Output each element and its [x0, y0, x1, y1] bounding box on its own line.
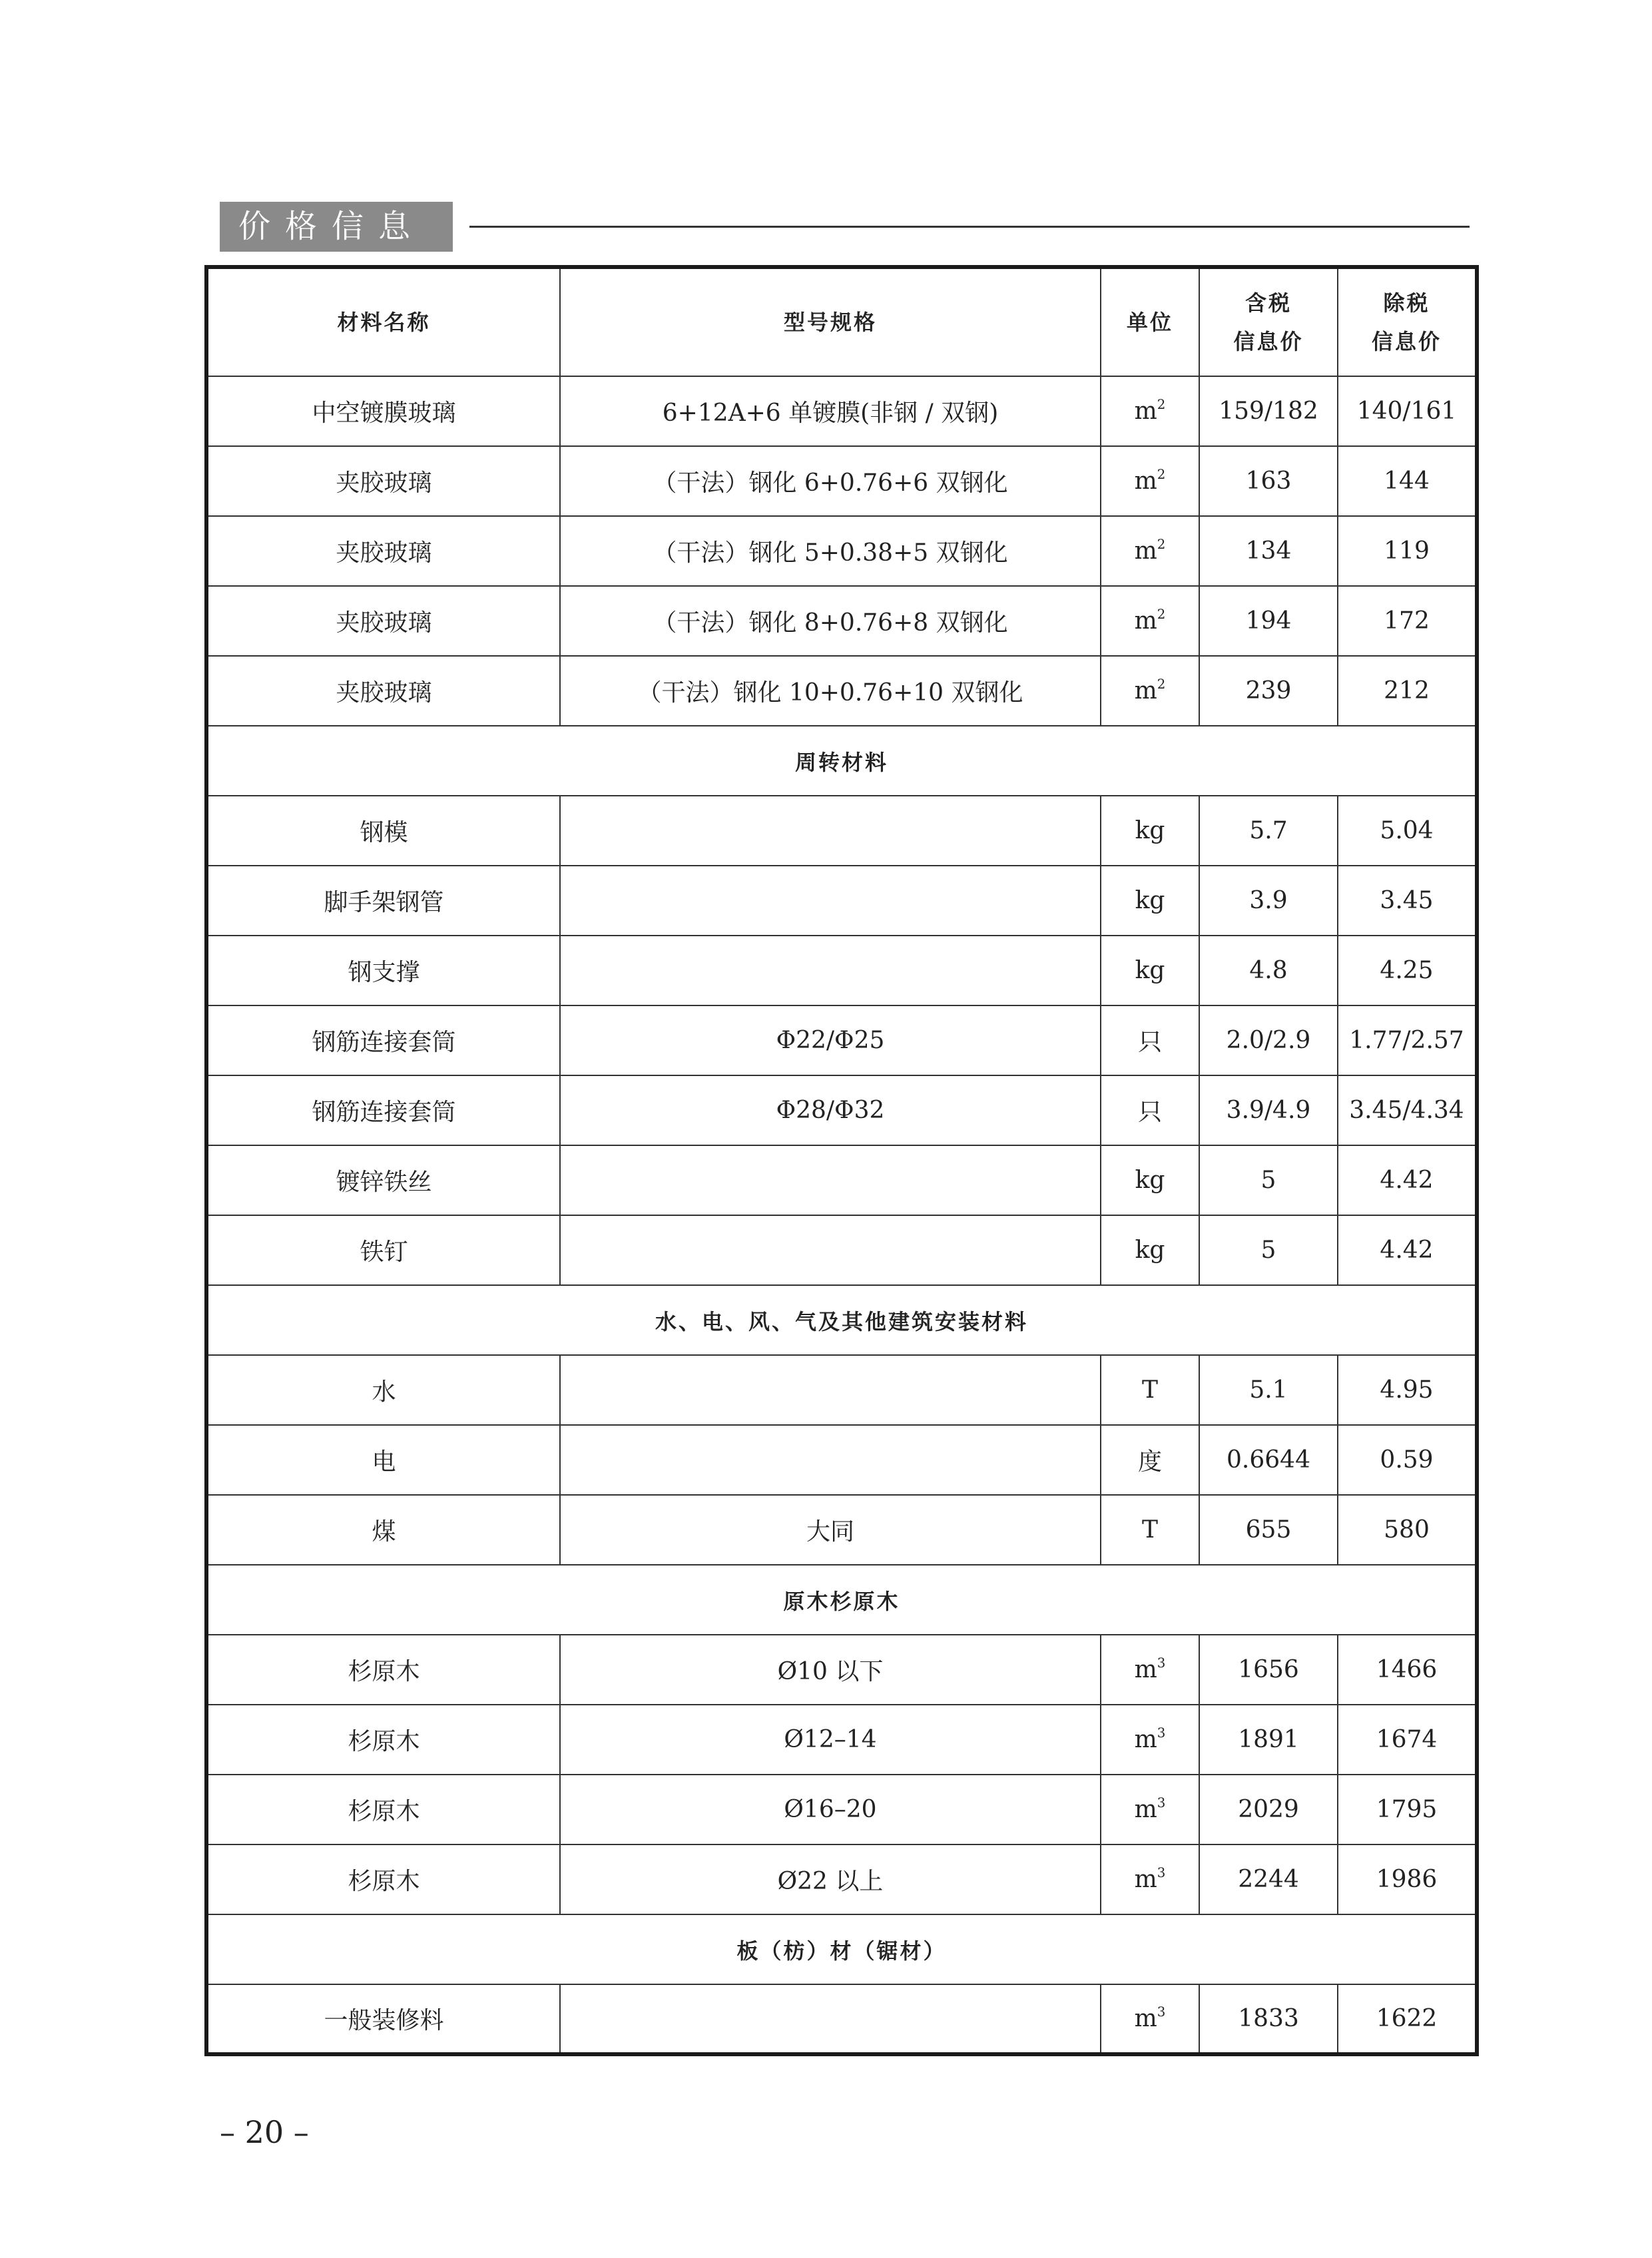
price-tax-cell: 4.8	[1199, 936, 1338, 1005]
material-name-cell: 电	[206, 1425, 560, 1495]
price-table-body	[206, 376, 1477, 2054]
material-name-cell: 中空镀膜玻璃	[206, 376, 560, 446]
spec-cell: Ø16–20	[560, 1775, 1101, 1844]
spec-cell: 大同	[560, 1495, 1101, 1565]
category-title: 水、电、风、气及其他建筑安装材料	[206, 1285, 1477, 1355]
unit-text: m	[1134, 1796, 1157, 1823]
material-name-cell: 夹胶玻璃	[206, 586, 560, 656]
unit-cell	[1101, 936, 1199, 1005]
price-notax-cell: 119	[1338, 516, 1477, 586]
table-row	[206, 1635, 1477, 1705]
material-name-cell: 杉原木	[206, 1705, 560, 1775]
unit-cell	[1101, 1844, 1199, 1914]
price-notax-cell: 3.45/4.34	[1338, 1075, 1477, 1145]
table-row	[206, 796, 1477, 866]
price-tax-cell: 0.6644	[1199, 1425, 1338, 1495]
price-notax-cell: 1986	[1338, 1844, 1477, 1914]
table-row	[206, 1844, 1477, 1914]
price-notax-cell: 0.59	[1338, 1425, 1477, 1495]
price-tax-cell: 3.9/4.9	[1199, 1075, 1338, 1145]
spec-cell: （干法）钢化 10+0.76+10 双钢化	[560, 656, 1101, 726]
spec-cell	[560, 796, 1101, 866]
unit-cell	[1101, 1005, 1199, 1075]
spec-cell	[560, 1425, 1101, 1495]
header-spec: 型号规格	[560, 267, 1101, 376]
material-name-cell: 铁钉	[206, 1215, 560, 1285]
category-row	[206, 1914, 1477, 1984]
table-row	[206, 1145, 1477, 1215]
unit-text: m	[1134, 607, 1157, 635]
price-notax-cell: 1.77/2.57	[1338, 1005, 1477, 1075]
price-tax-cell: 1656	[1199, 1635, 1338, 1705]
material-name-cell: 杉原木	[206, 1635, 560, 1705]
table-row	[206, 586, 1477, 656]
unit-cell	[1101, 1984, 1199, 2054]
material-name-cell: 脚手架钢管	[206, 866, 560, 936]
price-notax-cell: 1622	[1338, 1984, 1477, 2054]
price-notax-cell: 1466	[1338, 1635, 1477, 1705]
price-tax-cell: 3.9	[1199, 866, 1338, 936]
table-row	[206, 446, 1477, 516]
table-header-row	[206, 267, 1477, 376]
unit-cell	[1101, 1495, 1199, 1565]
price-tax-cell: 1891	[1199, 1705, 1338, 1775]
price-notax-cell: 5.04	[1338, 796, 1477, 866]
material-name-cell: 煤	[206, 1495, 560, 1565]
spec-cell	[560, 936, 1101, 1005]
table-row	[206, 1705, 1477, 1775]
unit-cell	[1101, 1425, 1199, 1495]
header-price-notax-line1: 除税	[1383, 290, 1430, 316]
unit-text: m	[1134, 1656, 1157, 1683]
price-tax-cell: 163	[1199, 446, 1338, 516]
price-notax-cell: 1674	[1338, 1705, 1477, 1775]
header-price-tax-line1: 含税	[1244, 290, 1292, 316]
table-row	[206, 1495, 1477, 1565]
table-row	[206, 656, 1477, 726]
price-notax-cell: 3.45	[1338, 866, 1477, 936]
price-notax-cell: 4.95	[1338, 1355, 1477, 1425]
table-row	[206, 1425, 1477, 1495]
category-title: 周转材料	[206, 726, 1477, 796]
table-row	[206, 516, 1477, 586]
unit-cell	[1101, 1355, 1199, 1425]
unit-superscript: 2	[1157, 467, 1166, 483]
spec-cell	[560, 1145, 1101, 1215]
unit-cell	[1101, 1775, 1199, 1844]
material-name-cell: 钢筋连接套筒	[206, 1075, 560, 1145]
price-tax-cell: 1833	[1199, 1984, 1338, 2054]
unit-text: m	[1134, 1726, 1157, 1753]
price-notax-cell: 140/161	[1338, 376, 1477, 446]
unit-text: 度	[1137, 1448, 1162, 1476]
unit-cell	[1101, 376, 1199, 446]
price-notax-cell: 4.25	[1338, 936, 1477, 1005]
price-notax-cell: 212	[1338, 656, 1477, 726]
material-name-cell: 夹胶玻璃	[206, 516, 560, 586]
price-tax-cell: 5	[1199, 1215, 1338, 1285]
unit-text: kg	[1135, 1167, 1165, 1194]
price-tax-cell: 239	[1199, 656, 1338, 726]
spec-cell: Ø12–14	[560, 1705, 1101, 1775]
price-notax-cell: 144	[1338, 446, 1477, 516]
unit-superscript: 3	[1157, 2004, 1166, 2020]
category-row	[206, 1565, 1477, 1635]
unit-superscript: 3	[1157, 1655, 1166, 1671]
page-number: – 20 –	[220, 2114, 309, 2150]
table-row	[206, 1005, 1477, 1075]
price-tax-cell: 159/182	[1199, 376, 1338, 446]
price-tax-cell: 194	[1199, 586, 1338, 656]
price-tax-cell: 134	[1199, 516, 1338, 586]
price-tax-cell: 2029	[1199, 1775, 1338, 1844]
unit-superscript: 2	[1157, 607, 1166, 623]
unit-text: m	[1134, 398, 1157, 425]
unit-text: kg	[1135, 1237, 1165, 1264]
unit-cell	[1101, 1145, 1199, 1215]
unit-text: m	[1134, 1866, 1157, 1893]
unit-cell	[1101, 656, 1199, 726]
unit-text: 只	[1137, 1099, 1162, 1126]
price-tax-cell: 2.0/2.9	[1199, 1005, 1338, 1075]
unit-superscript: 3	[1157, 1795, 1166, 1811]
spec-cell: （干法）钢化 6+0.76+6 双钢化	[560, 446, 1101, 516]
material-name-cell: 夹胶玻璃	[206, 656, 560, 726]
spec-cell: Ø10 以下	[560, 1635, 1101, 1705]
unit-text: m	[1134, 467, 1157, 495]
header-name: 材料名称	[206, 267, 560, 376]
unit-cell	[1101, 1705, 1199, 1775]
unit-superscript: 2	[1157, 677, 1166, 693]
table-row	[206, 1215, 1477, 1285]
price-notax-cell: 580	[1338, 1495, 1477, 1565]
header-price-notax-line2: 信息价	[1371, 329, 1442, 354]
unit-cell	[1101, 1075, 1199, 1145]
table-row	[206, 1775, 1477, 1844]
spec-cell: （干法）钢化 5+0.38+5 双钢化	[560, 516, 1101, 586]
unit-text: kg	[1135, 817, 1165, 844]
unit-cell	[1101, 796, 1199, 866]
header-unit: 单位	[1101, 267, 1199, 376]
material-name-cell: 水	[206, 1355, 560, 1425]
spec-cell: Φ22/Φ25	[560, 1005, 1101, 1075]
unit-text: 只	[1137, 1029, 1162, 1056]
material-name-cell: 杉原木	[206, 1844, 560, 1914]
header-price-notax	[1338, 267, 1477, 376]
table-row	[206, 1075, 1477, 1145]
price-tax-cell: 5.1	[1199, 1355, 1338, 1425]
material-name-cell: 镀锌铁丝	[206, 1145, 560, 1215]
table-row	[206, 936, 1477, 1005]
price-notax-cell: 172	[1338, 586, 1477, 656]
spec-cell: Φ28/Φ32	[560, 1075, 1101, 1145]
unit-text: kg	[1135, 957, 1165, 984]
unit-superscript: 2	[1157, 397, 1166, 413]
spec-cell	[560, 866, 1101, 936]
unit-cell	[1101, 1635, 1199, 1705]
price-notax-cell: 4.42	[1338, 1215, 1477, 1285]
unit-text: T	[1141, 1376, 1158, 1404]
unit-text: m	[1134, 537, 1157, 565]
unit-cell	[1101, 866, 1199, 936]
table-row	[206, 376, 1477, 446]
spec-cell: （干法）钢化 8+0.76+8 双钢化	[560, 586, 1101, 656]
unit-cell	[1101, 446, 1199, 516]
unit-text: kg	[1135, 887, 1165, 914]
unit-cell	[1101, 1215, 1199, 1285]
price-tax-cell: 2244	[1199, 1844, 1338, 1914]
material-name-cell: 一般装修料	[206, 1984, 560, 2054]
spec-cell	[560, 1355, 1101, 1425]
material-name-cell: 钢筋连接套筒	[206, 1005, 560, 1075]
category-title: 原木杉原木	[206, 1565, 1477, 1635]
unit-superscript: 3	[1157, 1865, 1166, 1881]
table-row	[206, 866, 1477, 936]
unit-text: T	[1141, 1516, 1158, 1544]
price-notax-cell: 4.42	[1338, 1145, 1477, 1215]
spec-cell	[560, 1215, 1101, 1285]
price-notax-cell: 1795	[1338, 1775, 1477, 1844]
unit-text: m	[1134, 677, 1157, 705]
material-name-cell: 夹胶玻璃	[206, 446, 560, 516]
price-tax-cell: 655	[1199, 1495, 1338, 1565]
unit-superscript: 3	[1157, 1725, 1166, 1741]
header-divider	[469, 226, 1470, 228]
unit-text: m	[1134, 2005, 1157, 2032]
spec-cell: 6+12A+6 单镀膜(非钢 / 双钢)	[560, 376, 1101, 446]
material-name-cell: 钢支撑	[206, 936, 560, 1005]
material-name-cell: 杉原木	[206, 1775, 560, 1844]
unit-cell	[1101, 586, 1199, 656]
price-table	[204, 265, 1479, 2056]
unit-superscript: 2	[1157, 537, 1166, 553]
price-tax-cell: 5.7	[1199, 796, 1338, 866]
spec-cell	[560, 1984, 1101, 2054]
unit-cell	[1101, 516, 1199, 586]
category-row	[206, 726, 1477, 796]
price-tax-cell: 5	[1199, 1145, 1338, 1215]
category-title: 板（枋）材（锯材）	[206, 1914, 1477, 1984]
table-row	[206, 1984, 1477, 2054]
header-price-tax-line2: 信息价	[1233, 329, 1304, 354]
section-title: 价格信息	[220, 202, 453, 252]
header-price-tax	[1199, 267, 1338, 376]
material-name-cell: 钢模	[206, 796, 560, 866]
spec-cell: Ø22 以上	[560, 1844, 1101, 1914]
table-row	[206, 1355, 1477, 1425]
category-row	[206, 1285, 1477, 1355]
